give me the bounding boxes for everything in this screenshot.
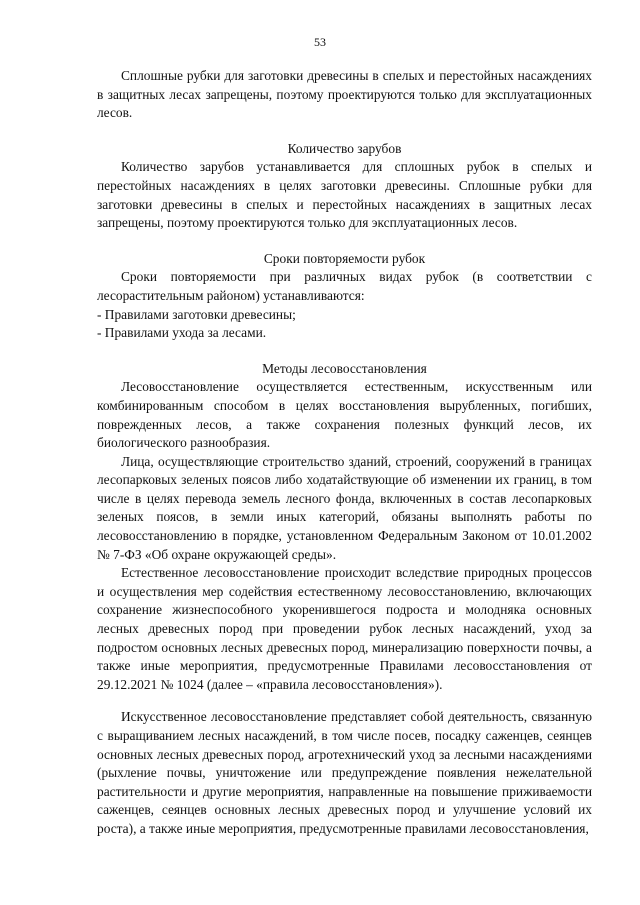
list-item: - Правилами ухода за лесами. xyxy=(97,325,267,341)
page-content xyxy=(97,67,592,839)
section-title-repeat-periods: Сроки повторяемости рубок xyxy=(263,250,426,266)
section-title-cuts-count: Количество зарубов xyxy=(287,140,402,156)
list-item: - Правилами заготовки древесины; xyxy=(97,306,296,322)
cuts-count-paragraph: Количество зарубов устанавливается для сплошных рубок в спелых и перестойных насаждениях в целях заготовки древесины. Сплошные рубки для заготовки древесины в спелых и перестойных насаждениях в защитных лесах запрещены, поэтому проектируются только для эксплуатационных лесов. xyxy=(97,159,592,231)
reforestation-paragraph-2: Лица, осуществляющие строительство зданий, строений, сооружений в границах лесопарковых зеленых поясов либо ходатайствующие об изменении их границ, в том числе в целях перевода земель лесного фонда, включенных в состав лесопарковых зеленых поясов, в земли иных категорий, обязаны выполнять работы по лесовосстановлению в порядке, установленном Федеральным Законом от 10.01.2002 № 7-ФЗ «Об охране окружающей среды». xyxy=(97,453,592,562)
reforestation-paragraph-4: Искусственное лесовосстановление представляет собой деятельность, связанную с выращиванием лесных насаждений, в том числе посев, посадку саженцев, сеянцев основных лесных древесных пород, агротехнический уход за лесными насаждениями (рыхление почвы, уничтожение или предупреждение появления нежелательной растительности и другие мероприятия, направленные на повышение приживаемости саженцев, сеянцев основных лесных древесных пород и улучшение условий их роста), а также иные мероприятия, предусмотренные правилами лесовосстановления, xyxy=(97,709,592,836)
repeat-periods-paragraph: Сроки повторяемости при различных видах рубок (в соответствии с лесорастительным районом) устанавливаются: xyxy=(97,269,592,303)
reforestation-paragraph-1: Лесовосстановление осуществляется естественным, искусственным или комбинированным способом в целях восстановления вырубленных, погибших, поврежденных лесов, а также сохранения полезных функций лесов, их биологического разнообразия. xyxy=(97,379,592,451)
page-number: 53 xyxy=(314,35,326,49)
section-title-reforestation-methods: Методы лесовосстановления xyxy=(262,360,427,376)
intro-paragraph: Сплошные рубки для заготовки древесины в спелых и перестойных насаждениях в защитных лесах запрещены, поэтому проектируются только для эксплуатационных лесов. xyxy=(97,68,592,121)
reforestation-paragraph-3: Естественное лесовосстановление происходит вследствие природных процессов и осуществления мер содействия естественному лесовосстановлению, включающих сохранение жизнеспособного укоренившегося подроста и молодняка основных лесных древесных пород при проведении рубок лесных насаждений, уход за подростом основных лесных древесных пород, минерализацию поверхности почвы, а также иные мероприятия, предусмотренные Правилами лесовосстановления от 29.12.2021 № 1024 (далее – «правила лесовосстановления»). xyxy=(97,565,592,692)
